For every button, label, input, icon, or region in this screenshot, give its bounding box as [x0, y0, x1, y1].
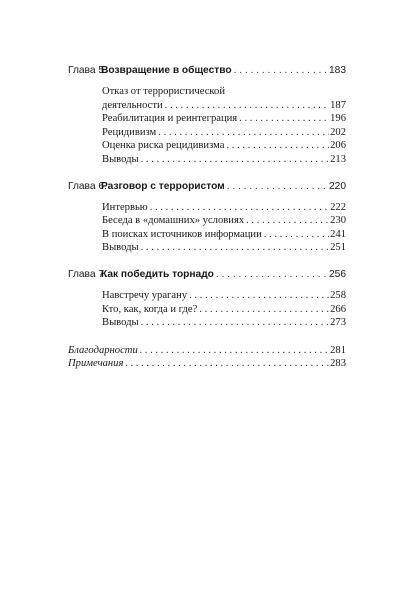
page-number: 273: [330, 317, 346, 329]
entry-label: Благодарности: [68, 344, 138, 356]
page-number: 281: [330, 344, 346, 356]
toc-entry[interactable]: [102, 316, 346, 330]
dot-leader: [141, 241, 329, 255]
toc-entry-notes[interactable]: [68, 357, 346, 371]
dot-leader: [264, 228, 329, 242]
dot-leader: [125, 357, 329, 371]
dot-leader: [239, 112, 329, 126]
page-number: 251: [330, 242, 346, 254]
toc-entry[interactable]: [102, 112, 346, 126]
entry-label: Выводы: [102, 153, 139, 165]
page-number: 241: [330, 228, 346, 240]
chapter-heading[interactable]: [68, 181, 346, 198]
entry-label-line-2: деятельности: [102, 99, 163, 111]
page-number: 256: [329, 268, 346, 280]
page-number: 196: [330, 113, 346, 125]
dot-leader: [165, 99, 329, 113]
page-number: 206: [330, 140, 346, 152]
chapter-number: Глава 7.: [68, 268, 107, 280]
chapter-5: [68, 65, 346, 167]
toc-entry[interactable]: [102, 303, 346, 317]
entry-label: Реабилитация и реинтеграция: [102, 113, 238, 125]
chapter-number: Глава 5.: [68, 65, 107, 76]
toc-entry[interactable]: [102, 289, 346, 303]
dot-leader: [216, 269, 328, 280]
chapter-title: Разговор с террористом: [101, 180, 225, 192]
section-list: [68, 82, 346, 167]
page-number: 283: [330, 358, 346, 370]
dot-leader: [227, 181, 328, 192]
dot-leader: [141, 153, 329, 167]
page-number: 187: [330, 99, 346, 111]
chapter-title: Как победить торнадо: [101, 268, 214, 280]
entry-label: В поисках источников информации: [102, 228, 262, 240]
dot-leader: [140, 344, 329, 358]
toc-entry[interactable]: [102, 153, 346, 167]
entry-label: Рецидивизм: [102, 126, 157, 138]
table-of-contents: [68, 65, 346, 371]
chapter-7: [68, 269, 346, 330]
section-list: [68, 286, 346, 330]
chapter-number: Глава 6.: [68, 180, 107, 192]
entry-label: Интервью: [102, 201, 148, 213]
chapter-6: [68, 181, 346, 255]
entry-label-line-1: Отказ от террористической: [102, 86, 225, 97]
entry-label: Кто, как, когда и где?: [102, 303, 198, 315]
toc-entry[interactable]: [102, 126, 346, 140]
page-number: 222: [330, 201, 346, 213]
page-number: 220: [329, 180, 346, 192]
entry-label: Оценка риска рецидивизма: [102, 140, 225, 152]
entry-label: Выводы: [102, 317, 139, 329]
toc-entry[interactable]: [102, 241, 346, 255]
entry-label: Беседа в «домашних» условиях: [102, 215, 245, 227]
toc-entry[interactable]: [102, 228, 346, 242]
dot-leader: [199, 303, 329, 317]
entry-label: Навстречу урагану: [102, 289, 188, 301]
entry-label: Выводы: [102, 242, 139, 254]
chapter-heading[interactable]: [68, 65, 346, 82]
toc-entry-acknowledgements[interactable]: [68, 344, 346, 358]
dot-leader: [141, 316, 329, 330]
page-number: 183: [329, 65, 346, 76]
page-number: 202: [330, 126, 346, 138]
back-matter: [68, 344, 346, 371]
dot-leader: [234, 65, 328, 76]
toc-entry[interactable]: [102, 139, 346, 153]
section-list: [68, 198, 346, 255]
toc-entry[interactable]: [102, 201, 346, 215]
chapter-heading[interactable]: [68, 269, 346, 286]
dot-leader: [158, 126, 329, 140]
toc-entry[interactable]: [102, 85, 346, 112]
page-number: 258: [330, 289, 346, 301]
entry-label: Примечания: [68, 358, 124, 370]
dot-leader: [246, 214, 329, 228]
page-number: 266: [330, 303, 346, 315]
dot-leader: [226, 139, 329, 153]
toc-entry[interactable]: [102, 214, 346, 228]
dot-leader: [150, 201, 329, 215]
page-number: 213: [330, 153, 346, 165]
dot-leader: [189, 289, 329, 303]
chapter-title: Возвращение в общество: [101, 65, 232, 76]
page-number: 230: [330, 215, 346, 227]
